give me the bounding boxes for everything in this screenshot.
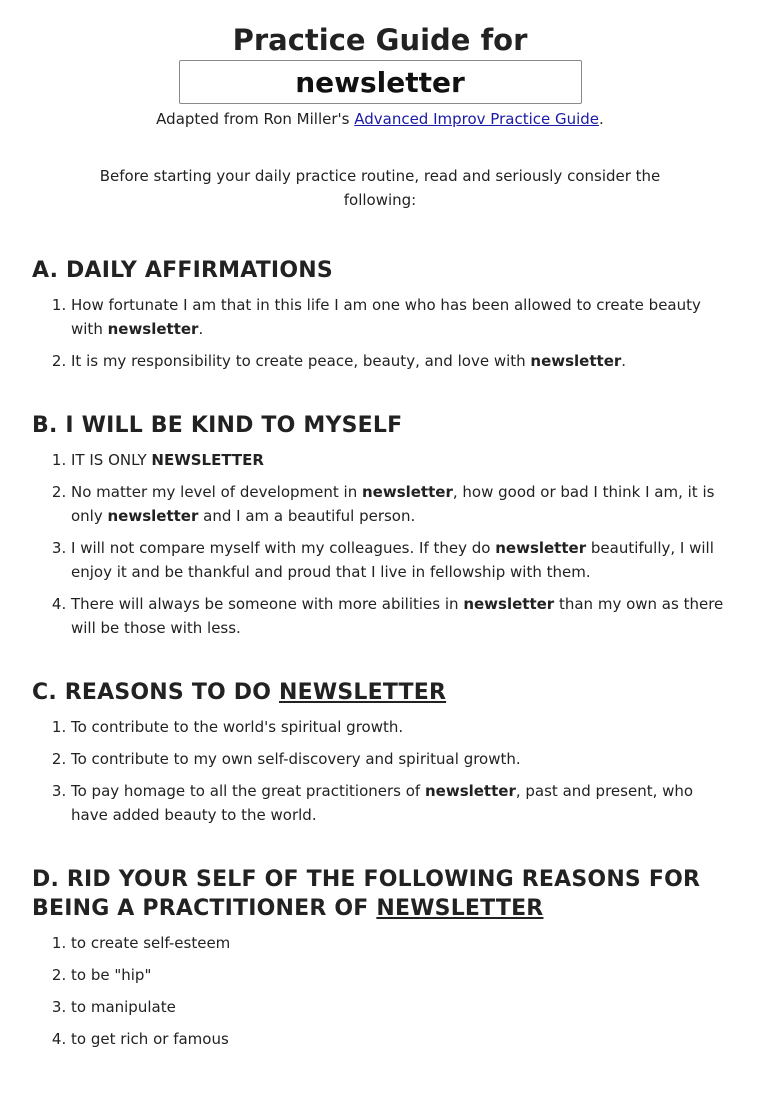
item-text: There will always be someone with more abilities in — [71, 595, 464, 613]
topic-word: NEWSLETTER — [279, 680, 447, 705]
item-text: To pay homage to all the great practitioners of — [71, 782, 425, 800]
page-title: Practice Guide for — [232, 23, 528, 57]
heading-text: C. REASONS TO DO — [32, 680, 280, 705]
section-a-list — [32, 293, 728, 373]
item-text: than my own as there will be those with less. — [71, 595, 724, 637]
topic-input[interactable] — [179, 60, 582, 104]
item-text: IT IS ONLY — [71, 451, 152, 469]
topic-word: newsletter — [530, 352, 622, 370]
practice-guide-page — [0, 22, 760, 1117]
list-item: 1. to create self-esteem — [71, 931, 728, 955]
list-item: 2. To contribute to my own self-discovery and spiritual growth. — [71, 747, 728, 771]
list-item: 3. to manipulate — [71, 995, 728, 1019]
list-item — [71, 349, 728, 373]
list-item — [71, 779, 728, 827]
item-text: It is my responsibility to create peace, beauty, and love with — [71, 352, 531, 370]
topic-word: newsletter — [495, 539, 587, 557]
intro-text: Before starting your daily practice routine, read and seriously consider the following: — [99, 167, 661, 209]
heading-text: D. RID YOUR SELF OF THE FOLLOWING REASONS FOR BEING A PRACTITIONER OF — [32, 867, 701, 921]
attribution — [32, 108, 728, 130]
topic-word: newsletter — [107, 320, 199, 338]
topic-word: NEWSLETTER — [151, 451, 264, 469]
section-d-heading — [32, 865, 728, 923]
topic-word: newsletter — [107, 507, 199, 525]
item-text: No matter my level of development in — [71, 483, 362, 501]
list-item — [71, 448, 728, 472]
section-d-list — [32, 931, 728, 1051]
item-text: and I am a beautiful person. — [198, 507, 416, 525]
item-text: , how good or bad I think I am, it is only — [71, 483, 715, 525]
section-c-heading — [32, 678, 728, 707]
section-a-heading: A. DAILY AFFIRMATIONS — [32, 258, 333, 283]
item-text: I will not compare myself with my colleagues. If they do — [71, 539, 496, 557]
practice-guide-link[interactable]: Advanced Improv Practice Guide — [354, 110, 600, 128]
list-item: 4. to get rich or famous — [71, 1027, 728, 1051]
list-item: 1. To contribute to the world's spiritual growth. — [71, 715, 728, 739]
attribution-suffix: . — [599, 110, 604, 128]
list-item — [71, 536, 728, 584]
item-text: . — [198, 320, 204, 338]
section-b-heading: B. I WILL BE KIND TO MYSELF — [32, 413, 403, 438]
list-item — [71, 592, 728, 640]
topic-word: newsletter — [361, 483, 453, 501]
list-item — [71, 480, 728, 528]
attribution-prefix: Adapted from Ron Miller's — [156, 110, 355, 128]
section-b-list — [32, 448, 728, 640]
topic-input-wrap — [32, 60, 728, 104]
item-text: . — [621, 352, 627, 370]
item-text: , past and present, who have added beauty to the world. — [71, 782, 694, 824]
section-c-list — [32, 715, 728, 827]
list-item — [71, 293, 728, 341]
list-item: 2. to be "hip" — [71, 963, 728, 987]
item-text: How fortunate I am that in this life I am one who has been allowed to create beauty with — [71, 296, 701, 338]
topic-word: newsletter — [463, 595, 555, 613]
topic-word: newsletter — [424, 782, 516, 800]
topic-word: NEWSLETTER — [376, 896, 544, 921]
item-text: beautifully, I will enjoy it and be thankful and proud that I live in fellowship with them. — [71, 539, 714, 581]
